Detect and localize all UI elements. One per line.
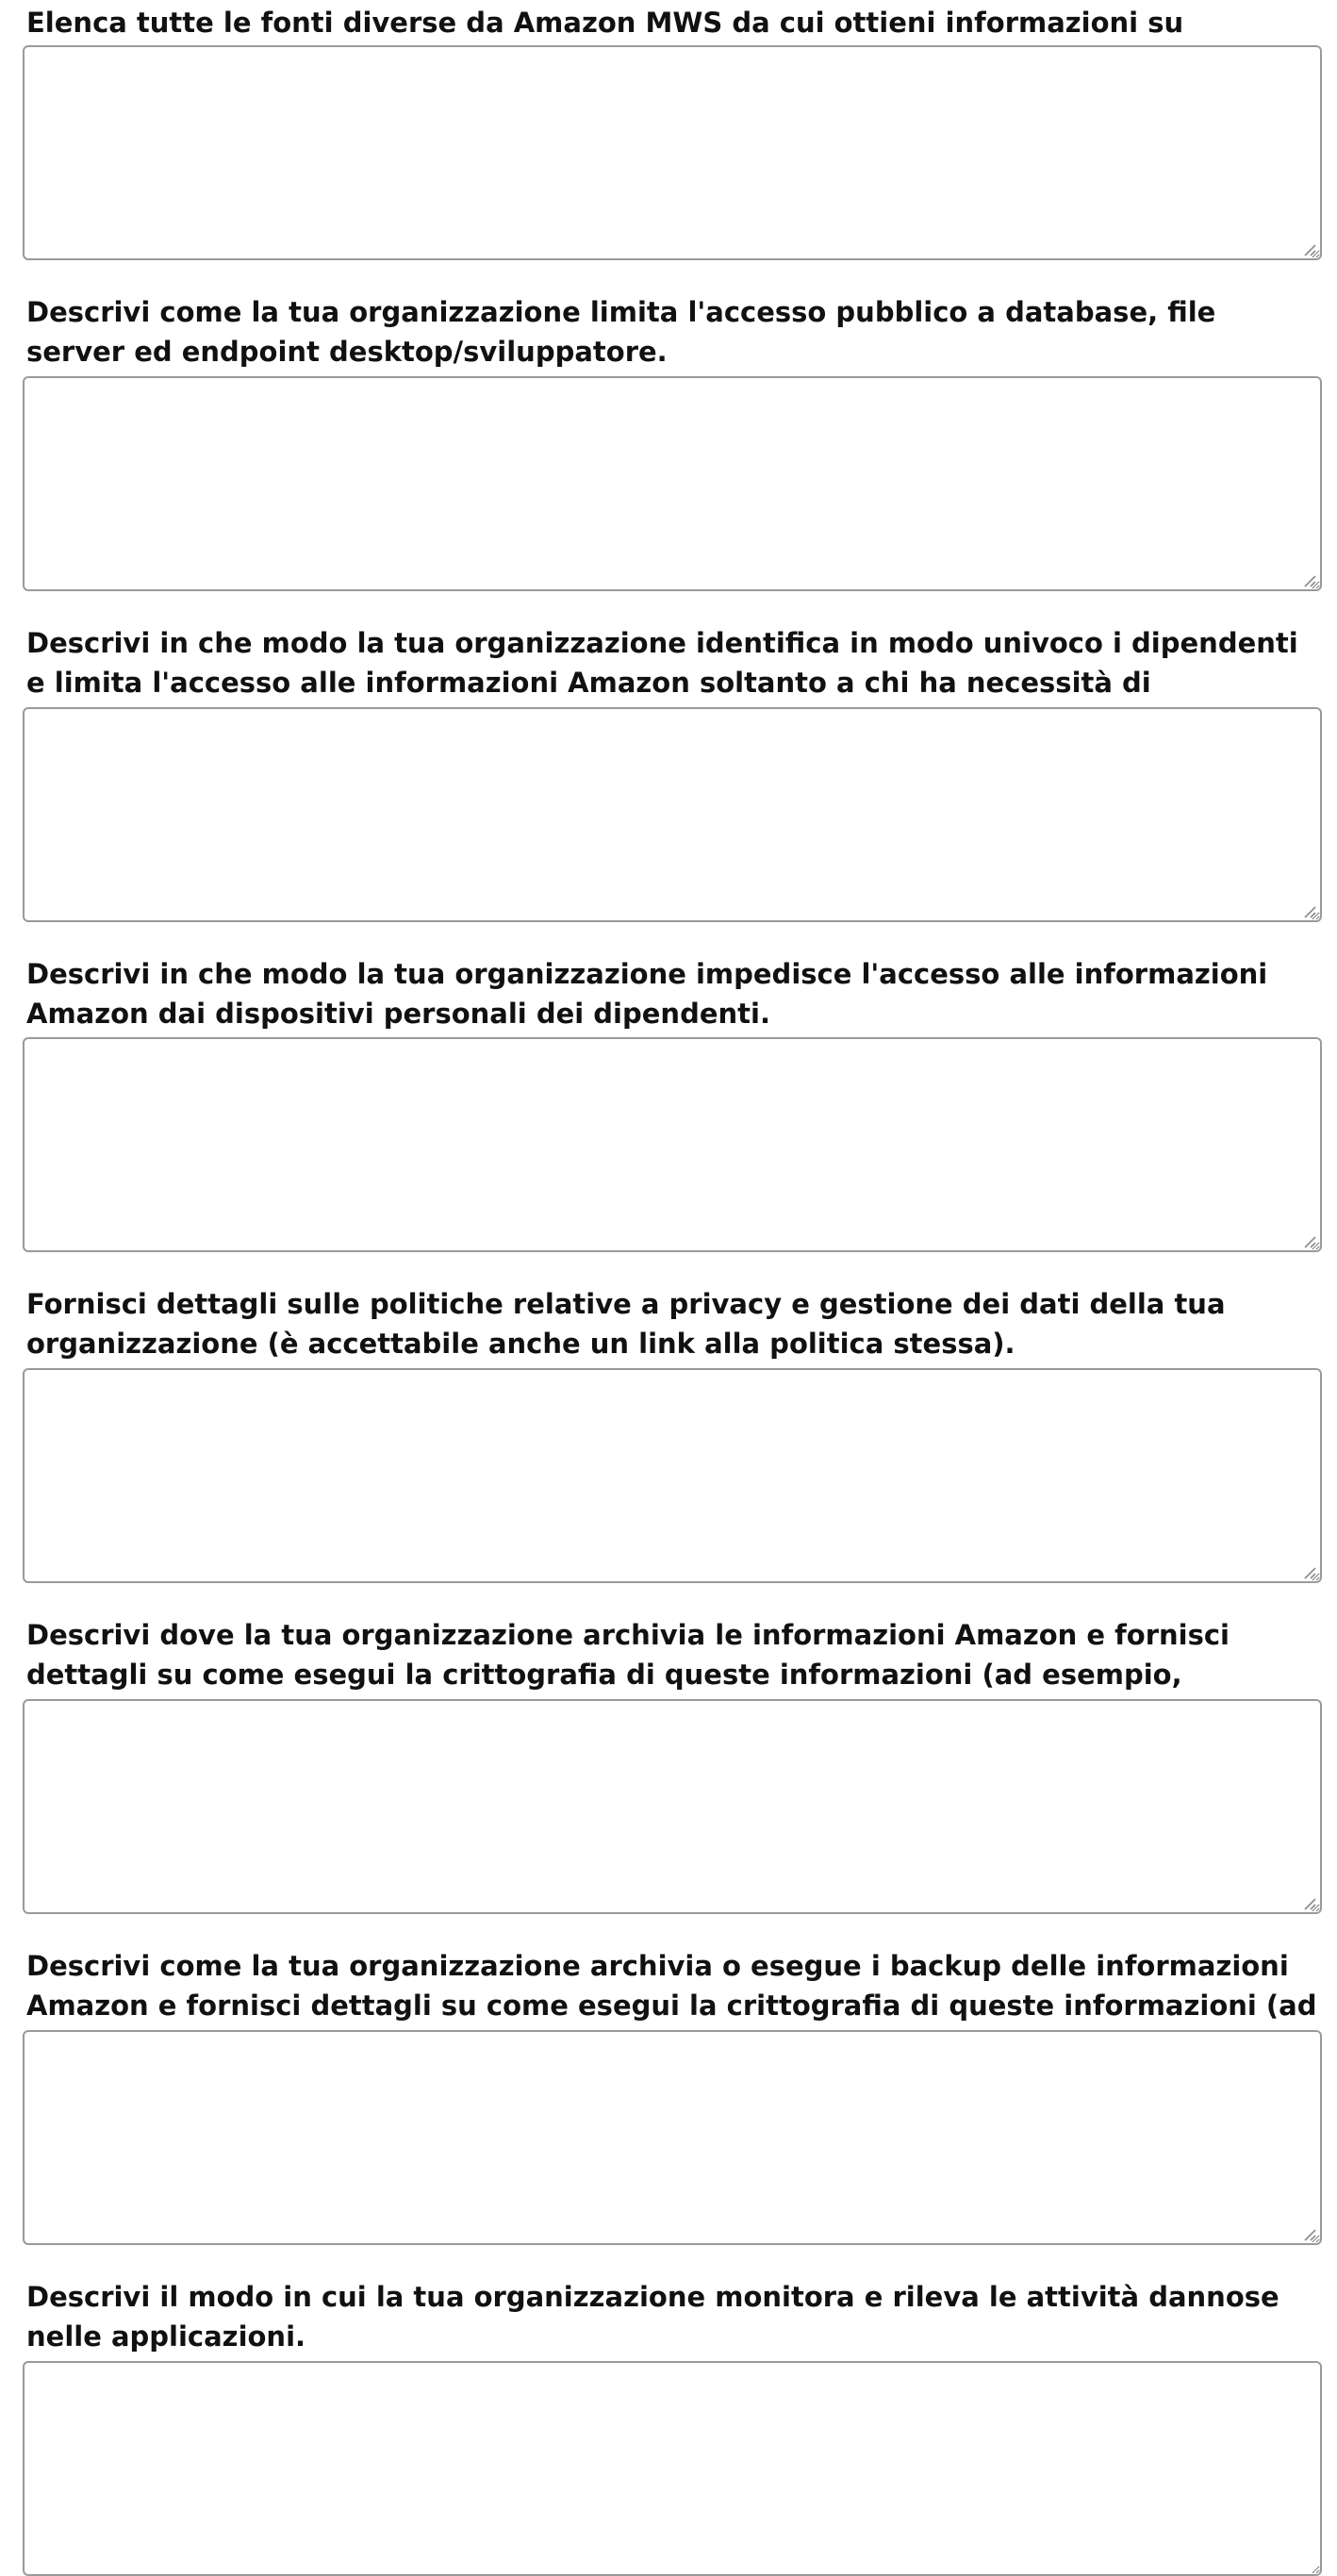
question-6-label: Descrivi dove la tua organizzazione archivia le informazioni Amazon e fornisci dettagli su come esegui la crittografia di queste informazioni (ad esempio, — [26, 1619, 1230, 1691]
question-2-answer-field[interactable] — [23, 376, 1322, 591]
question-5-label: Fornisci dettagli sulle politiche relative a privacy e gestione dei dati della tua organizzazione (è accettabile anche un link alla politica stessa). — [26, 1288, 1226, 1360]
question-2-label: Descrivi come la tua organizzazione limita l'accesso pubblico a database, file server ed endpoint desktop/sviluppatore. — [26, 296, 1216, 368]
question-4-answer-field[interactable] — [23, 1037, 1322, 1252]
question-8-answer-field[interactable] — [23, 2361, 1322, 2576]
question-3-label: Descrivi in che modo la tua organizzazione identifica in modo univoco i dipendenti e limita l'accesso alle informazioni Amazon soltanto a chi ha necessità di — [26, 627, 1298, 699]
question-7-label: Descrivi come la tua organizzazione archivia o esegue i backup delle informazioni Amazon e fornisci dettagli su come esegui la crittografia di queste informazioni (ad — [26, 1950, 1317, 2022]
question-3-answer-field[interactable] — [23, 707, 1322, 922]
question-4-label: Descrivi in che modo la tua organizzazione impedisce l'accesso alle informazioni Amazon dai dispositivi personali dei dipendenti. — [26, 958, 1268, 1030]
question-8-label: Descrivi il modo in cui la tua organizzazione monitora e rileva le attività dannose nelle applicazioni. — [26, 2281, 1279, 2353]
question-6-answer-field[interactable] — [23, 1699, 1322, 1914]
question-7-answer-field[interactable] — [23, 2030, 1322, 2245]
question-5-answer-field[interactable] — [23, 1368, 1322, 1583]
question-1-label: Elenca tutte le fonti diverse da Amazon MWS da cui ottieni informazioni su — [26, 7, 1184, 39]
question-1-answer-field[interactable] — [23, 45, 1322, 260]
